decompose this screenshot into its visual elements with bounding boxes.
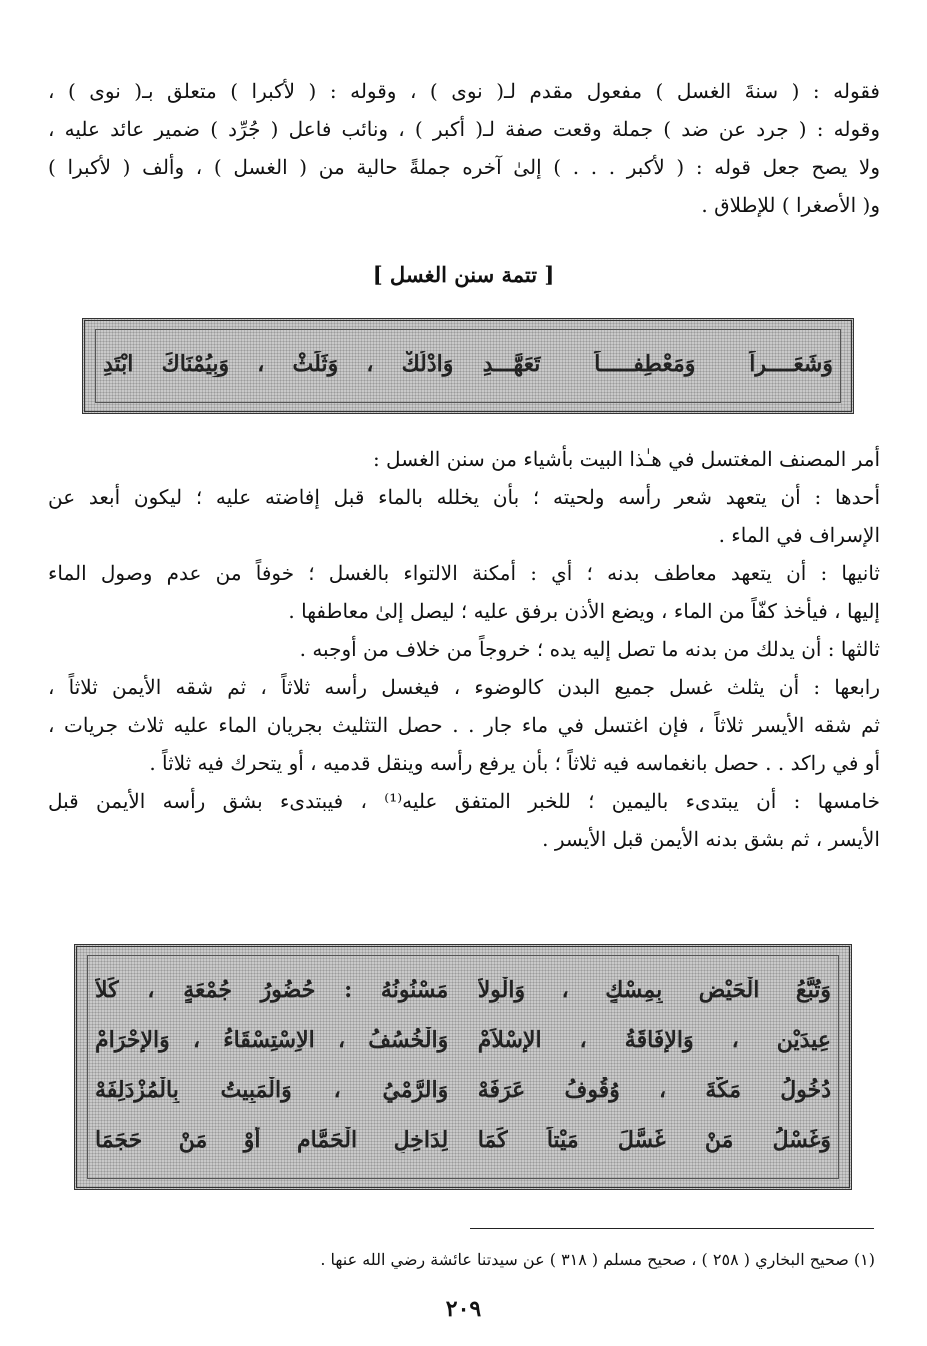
verse-first-hemistich: وَتُبَّعُ الْحَيْضِ بِمِسْكٍ ، وَالْوِلاَ (477, 977, 831, 1003)
verse-second-hemistich: وَادْلُكْ ، وَثَلِّثْ ، وَبِيُمْنَاكَ ابْتَدِ (103, 351, 454, 377)
verse-first-hemistich: وَغَسْلُ مَنْ غَسَّلَ مَيْتاً كَمَا (477, 1127, 831, 1153)
verse-line (95, 977, 831, 1003)
text-line: ثالثها : أن يدلك من بدنه ما تصل إليه يده ؛ خروجاً من خلاف من أوجبه . (299, 637, 880, 661)
text-line: الإسراف في الماء . (718, 523, 880, 547)
section-heading: [ تتمة سنن الغسل ] (372, 262, 555, 287)
intro-paragraph (48, 72, 880, 224)
verse-line (103, 351, 833, 377)
poem-frame (74, 944, 852, 1190)
footnote-divider (470, 1228, 874, 1229)
verse-frame (82, 318, 854, 414)
verse-second-hemistich: مَسْنُونُهُ : حُضُورُ جُمْعَةٍ ، كَلاَ (95, 977, 449, 1003)
body-paragraphs (48, 440, 880, 858)
verse-first-hemistich: وَشَعَــــراً وَمَعْطِفـــــاً تَعَهَّـــدِ (482, 351, 833, 377)
text-line: ولا يصح جعل قوله : ( لأكبر . . . ) إلىٰ آخره جملةً حالية من ( الغسل ) ، وألف ( لأكبرا ) (48, 155, 880, 179)
text-line: و( الأصغرا ) للإطلاق . (701, 193, 880, 217)
verse-second-hemistich: وَالْخُسُفُ ، الاِسْتِسْقَاءُ ، وَالإِحْرَامْ (95, 1027, 449, 1053)
verse-line (95, 1027, 831, 1053)
text-line: أحدها : أن يتعهد شعر رأسه ولحيته ؛ بأن يخلله بالماء قبل إفاضته عليه ؛ ليكون أبعد عن (48, 485, 880, 509)
page-number: ٢٠٩ (445, 1296, 482, 1322)
text-line: رابعها : أن يثلث غسل جميع البدن كالوضوء ، فيغسل رأسه ثلاثاً ، ثم شقه الأيمن ثلاثاً ، (48, 675, 880, 699)
text-line: خامسها : أن يبتدىء باليمين ؛ للخبر المتفق عليه⁽¹⁾ ، فيبتدىء بشق رأسه الأيمن قبل (48, 789, 880, 813)
text-line: فقوله : ( سنةَ الغسل ) مفعول مقدم لـ( نوى ) ، وقوله : ( لأكبرا ) متعلق بـ( نوى ) ، (48, 79, 880, 103)
verse-line (95, 1077, 831, 1103)
text-line: أو في راكد . . حصل بانغماسه فيه ثلاثاً ؛ بأن يرفع رأسه وينقل قدميه ، أو يتحرك فيه ثلاثاً . (149, 751, 880, 775)
text-line: أمر المصنف المغتسل في هـٰذا البيت بأشياء من سنن الغسل : (372, 447, 880, 471)
verse-line (95, 1127, 831, 1153)
footnote: (١) صحيح البخاري ( ٢٥٨ ) ، صحيح مسلم ( ٣١٨ ) عن سيدتنا عائشة رضي الله عنها . (320, 1250, 875, 1269)
text-line: الأيسر ، ثم بشق بدنه الأيمن قبل الأيسر . (542, 827, 880, 851)
text-line: وقوله : ( جرد عن ضد ) جملة وقعت صفة لـ( أكبر ) ، ونائب فاعل ( جُرِّد ) ضمير عائد عليه ، (48, 117, 880, 141)
verse-first-hemistich: عِيدَيْنِ ، وَالإِفَاقَةُ ، الإِسْلاَمْ (477, 1027, 831, 1053)
text-line: إليها ، فيأخذ كفّاً من الماء ، ويضع الأذن برفق عليه ؛ ليصل إلىٰ معاطفها . (288, 599, 880, 623)
text-line: ثانيها : أن يتعهد معاطف بدنه ؛ أي : أمكنة الالتواء بالغسل ؛ خوفاً من عدم وصول الماء (48, 561, 880, 585)
verse-second-hemistich: وَالرَّمْيُ ، وَالْمَبِيتُ بِالْمُزْدَلِفَهْ (95, 1077, 449, 1103)
text-line: ثم شقه الأيسر ثلاثاً ، فإن اغتسل في ماء جار . . حصل التثليث بجريان الماء عليه ثلاث جريات ، (48, 713, 880, 737)
verse-second-hemistich: لِدَاخِلِ الْحَمَّامِ أَوْ مَنْ حَجَمَا (95, 1127, 449, 1153)
verse-first-hemistich: دُخُولُ مَكَّةَ ، وُقُوفُ عَرَفَهْ (477, 1077, 831, 1103)
